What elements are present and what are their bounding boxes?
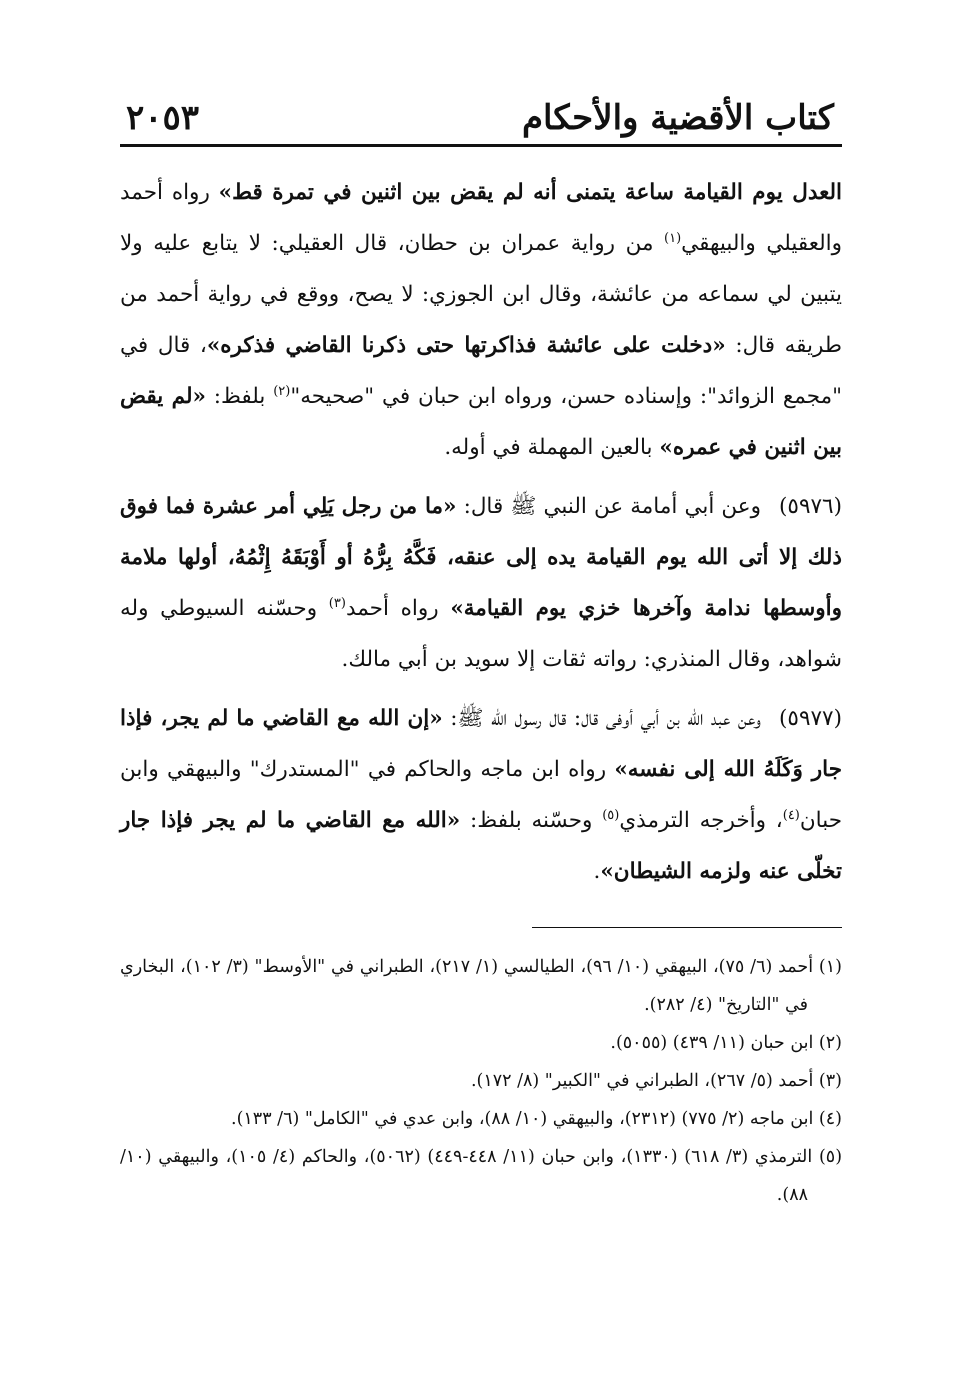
hadith-number: (٥٩٧٧) (779, 706, 842, 731)
text-segment: بالعين المهملة في أوله. (444, 435, 660, 460)
footnote-1: (١) أحمد (٦/ ٧٥)، البيهقي (١٠/ ٩٦)، الطيالسي (١/ ٢١٧)، الطبراني في "الأوسط" (٣/ ١٠٢)، البخاري في "التاريخ" (٤/ ٢٨٢). (120, 957, 842, 1015)
page-header (120, 92, 842, 147)
text-segment: رواه أحمد (345, 596, 451, 621)
text-segment: من رواية عمران بن حطان، قال العقيلي: لا يتابع عليه ولا يتبين لي سماعه من عائشة، وقال ابن الجوزي: لا يصح، ووقع في رواية أحمد من طريقه قال: (120, 231, 842, 358)
quoted-text: العدل يوم القيامة ساعة يتمنى أنه لم يقض بين اثنين في تمرة قط» (218, 180, 843, 205)
footnote-reference: (٣) (328, 595, 346, 611)
footnote-reference: (٥) (602, 807, 620, 823)
hadith-number: (٥٩٧٦) (779, 494, 842, 519)
footnote-reference: (٢) (273, 383, 291, 399)
chapter-title: كتاب الأقضية والأحكام (521, 98, 834, 138)
page-number: ٢٠٥٣ (126, 98, 200, 138)
footnote-5: (٥) الترمذي (٣/ ٦١٨) (١٣٣٠)، وابن حبان (١١/ ٤٤٨-٤٤٩) (٥٠٦٢)، والحاكم (٤/ ١٠٥)، والبيهقي (١٠/ ٨٨). (120, 1147, 843, 1205)
footnote-divider (532, 927, 842, 928)
text-segment: ، وأخرجه الترمذي (619, 808, 783, 833)
text-segment: وحسّنه السيوطي وله شواهد، وقال المنذري: رواته ثقات إلا سويد بن أبي مالك. (120, 596, 842, 672)
text-segment: وعن عبد الله بن أبي أوفى قال: قال رسول الله ﷺ: (442, 706, 762, 731)
hadith-5976 (120, 481, 842, 685)
quoted-text: «إن الله مع القاضي ما لم يجر، فإذا جار وَكَلَهُ الله إلى نفسه» (120, 706, 843, 782)
text-segment: رواه أحمد والعقيلي والبيهقي (120, 180, 842, 256)
footnote-reference: (٤) (782, 807, 800, 823)
text-segment: . (593, 859, 601, 884)
text-segment: وحسّنه بلفظ: (460, 808, 603, 833)
footnote-2: (٢) ابن حبان (١١/ ٤٣٩) (٥٠٥٥). (610, 1033, 842, 1053)
footnote-reference: (١) (664, 230, 682, 246)
footnote-4: (٤) ابن ماجه (٢/ ٧٧٥) (٢٣١٢)، والبيهقي (١٠/ ٨٨)، وابن عدي في "الكامل" (٦/ ١٣٣). (231, 1109, 842, 1129)
main-text (120, 167, 842, 897)
book-page (120, 92, 842, 1382)
quoted-text: «الله مع القاضي ما لم يجر فإذا جار تخلّى عنه ولزمه الشيطان» (120, 808, 842, 884)
quoted-text: «ما من رجل يَلِي أمر عشرة فما فوق ذلك إلا أتى الله يوم القيامة يده إلى عنقه، فَكَّهُ بِرُّهُ أو أَوْبَقَهُ إِثْمُهُ، أولها ملامة وأوسطها ندامة وآخرها خزي يوم القيامة» (120, 494, 842, 621)
quoted-text: «دخلت على عائشة فذاكرتها حتى ذكرنا القاضي فذكره» (206, 333, 726, 358)
text-segment: وعن أبي أمامة عن النبي ﷺ قال: (456, 494, 762, 519)
quoted-text: «لم يقض بين اثنين في عمره» (120, 384, 842, 460)
text-segment: ، قال في "مجمع الزوائد": وإسناده حسن، ورواه ابن حبان في "صحيحه" (120, 333, 842, 409)
text-segment: رواه ابن ماجه والحاكم في "المستدرك" والبيهقي وابن حبان (120, 757, 842, 833)
footnotes (120, 948, 842, 1214)
hadith-5977 (120, 693, 842, 897)
footnote-3: (٣) أحمد (٥/ ٢٦٧)، الطبراني في "الكبير" (٨/ ١٧٢). (470, 1071, 842, 1091)
text-segment: بلفظ: (205, 384, 274, 409)
paragraph-continuation (120, 167, 842, 473)
